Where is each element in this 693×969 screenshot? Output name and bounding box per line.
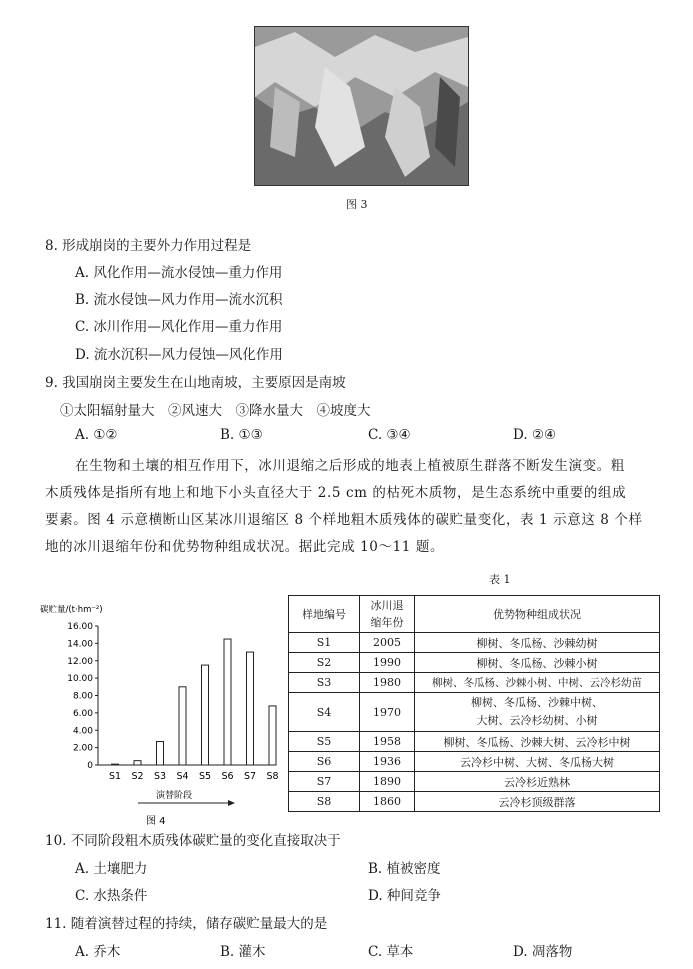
q10-option-a: A. 土壤肥力	[75, 861, 148, 877]
bar-s5	[202, 665, 209, 765]
table-row	[289, 653, 660, 673]
q10-option-d: D. 种间竞争	[368, 888, 441, 904]
table-header-row	[289, 596, 660, 633]
table-row	[289, 752, 660, 772]
table-cell: 2005	[360, 633, 415, 653]
table-cell: S7	[289, 772, 360, 792]
q9-stem: 9. 我国崩岗主要发生在山地南坡，主要原因是南坡	[45, 375, 346, 391]
passage-line-4: 地的冰川退缩年份和优势物种组成状况。据此完成 10～11 题。	[45, 539, 445, 555]
table-cell: S4	[289, 693, 360, 732]
x-tick-label: S5	[198, 771, 212, 782]
q11-option-a: A. 乔木	[75, 944, 121, 960]
table-cell: 柳树、冬瓜杨、沙棘大树、云冷杉中树	[415, 732, 660, 752]
y-tick-label: 2.00	[72, 743, 93, 754]
table1-title: 表 1	[489, 573, 511, 586]
figure4-chart	[38, 598, 283, 830]
x-tick-label: S2	[131, 771, 144, 782]
bar-s8	[269, 706, 276, 765]
y-tick-label: 6.00	[72, 708, 93, 719]
eroded-slope-image	[255, 27, 468, 185]
table-cell: S6	[289, 752, 360, 772]
q10-option-c: C. 水热条件	[75, 888, 148, 904]
table-cell: 1958	[360, 732, 415, 752]
table-row	[289, 673, 660, 693]
chart-ylabel: 碳贮量/(t·hm⁻²)	[40, 605, 103, 615]
bar-s3	[157, 742, 164, 765]
bar-s7	[247, 652, 254, 765]
q9-option-d: D. ②④	[513, 427, 557, 443]
table-cell: 1860	[360, 792, 415, 812]
q8-option-b: B. 流水侵蚀—风力作用—流水沉积	[75, 292, 283, 308]
table-cell: 1980	[360, 673, 415, 693]
q8-stem: 8. 形成崩岗的主要外力作用过程是	[45, 238, 252, 254]
q8-option-d: D. 流水沉积—风力侵蚀—风化作用	[75, 347, 283, 363]
table-cell: 1970	[360, 693, 415, 732]
table-header-cell: 样地编号	[289, 596, 360, 633]
table-header-cell: 冰川退 缩年份	[360, 596, 415, 633]
q8-option-c: C. 冰川作用—风化作用—重力作用	[75, 319, 283, 335]
passage-line-2: 木质残体是指所有地上和地下小头直径大于 2.5 cm 的枯死木质物，是生态系统中重要的组成	[45, 485, 627, 501]
table-cell: 云冷杉顶级群落	[415, 792, 660, 812]
table-cell: 柳树、冬瓜杨、沙棘小树	[415, 653, 660, 673]
table-cell: 柳树、冬瓜杨、沙棘中树、 大树、云冷杉幼树、小树	[415, 693, 660, 732]
passage-line-3: 要素。图 4 示意横断山区某冰川退缩区 8 个样地粗木质残体的碳贮量变化，表 1 示意这 8 个样	[45, 512, 643, 528]
table-cell: S5	[289, 732, 360, 752]
q10-stem: 10. 不同阶段粗木质残体碳贮量的变化直接取决于	[45, 833, 341, 849]
y-tick-label: 16.00	[67, 622, 93, 632]
table-cell: 柳树、冬瓜杨、沙棘小树、中树、云冷杉幼苗	[415, 673, 660, 693]
x-tick-label: S1	[108, 771, 122, 782]
table-cell: 云冷杉中树、大树、冬瓜杨大树	[415, 752, 660, 772]
q11-option-c: C. 草本	[368, 944, 414, 960]
q10-option-b: B. 植被密度	[368, 861, 441, 877]
table-cell: S8	[289, 792, 360, 812]
x-tick-label: S3	[153, 771, 167, 782]
y-tick-label: 8.00	[72, 691, 93, 702]
table-cell: 柳树、冬瓜杨、沙棘幼树	[415, 633, 660, 653]
y-tick-label: 10.00	[67, 674, 93, 685]
y-tick-label: 12.00	[67, 656, 93, 667]
table-cell: 1936	[360, 752, 415, 772]
table-cell: S1	[289, 633, 360, 653]
table-cell: 1990	[360, 653, 415, 673]
table-row	[289, 633, 660, 653]
figure3-caption: 图 3	[346, 198, 368, 211]
x-tick-label: S4	[176, 771, 189, 782]
table-cell: S3	[289, 673, 360, 693]
bar-s4	[179, 687, 186, 765]
bar-s2	[134, 761, 141, 765]
y-tick-label: 0	[87, 761, 93, 771]
q8-option-a: A. 风化作用—流水侵蚀—重力作用	[75, 265, 283, 281]
passage-line-1: 在生物和土壤的相互作用下，冰川退缩之后形成的地表上植被原生群落不断发生演变。粗	[75, 458, 625, 474]
table-row	[289, 693, 660, 732]
table-row	[289, 772, 660, 792]
table1	[288, 595, 660, 812]
q9-option-b: B. ①③	[220, 427, 263, 443]
figure3-photo	[254, 26, 469, 186]
table-header-cell: 优势物种组成状况	[415, 596, 660, 633]
chart-xlabel: 演替阶段	[156, 791, 193, 801]
x-tick-label: S6	[221, 771, 234, 782]
y-tick-label: 14.00	[67, 639, 93, 650]
table-row	[289, 792, 660, 812]
q11-stem: 11. 随着演替过程的持续，储存碳贮量最大的是	[45, 916, 328, 932]
y-tick-label: 4.00	[72, 726, 93, 737]
q9-option-a: A. ①②	[75, 427, 118, 443]
bar-s6	[224, 639, 231, 765]
table-row	[289, 732, 660, 752]
succession-arrowhead	[228, 800, 235, 806]
table-cell: 1890	[360, 772, 415, 792]
x-tick-label: S7	[243, 771, 257, 782]
q11-option-d: D. 凋落物	[513, 944, 573, 960]
x-tick-label: S8	[266, 771, 279, 782]
q9-option-c: C. ③④	[368, 427, 411, 443]
table-cell: 云冷杉近熟林	[415, 772, 660, 792]
q11-option-b: B. 灌木	[220, 944, 266, 960]
chart-caption: 图 4	[146, 816, 166, 827]
q9-items: ①太阳辐射量大 ②风速大 ③降水量大 ④坡度大	[60, 403, 371, 419]
table-cell: S2	[289, 653, 360, 673]
bar-s1	[112, 764, 119, 765]
